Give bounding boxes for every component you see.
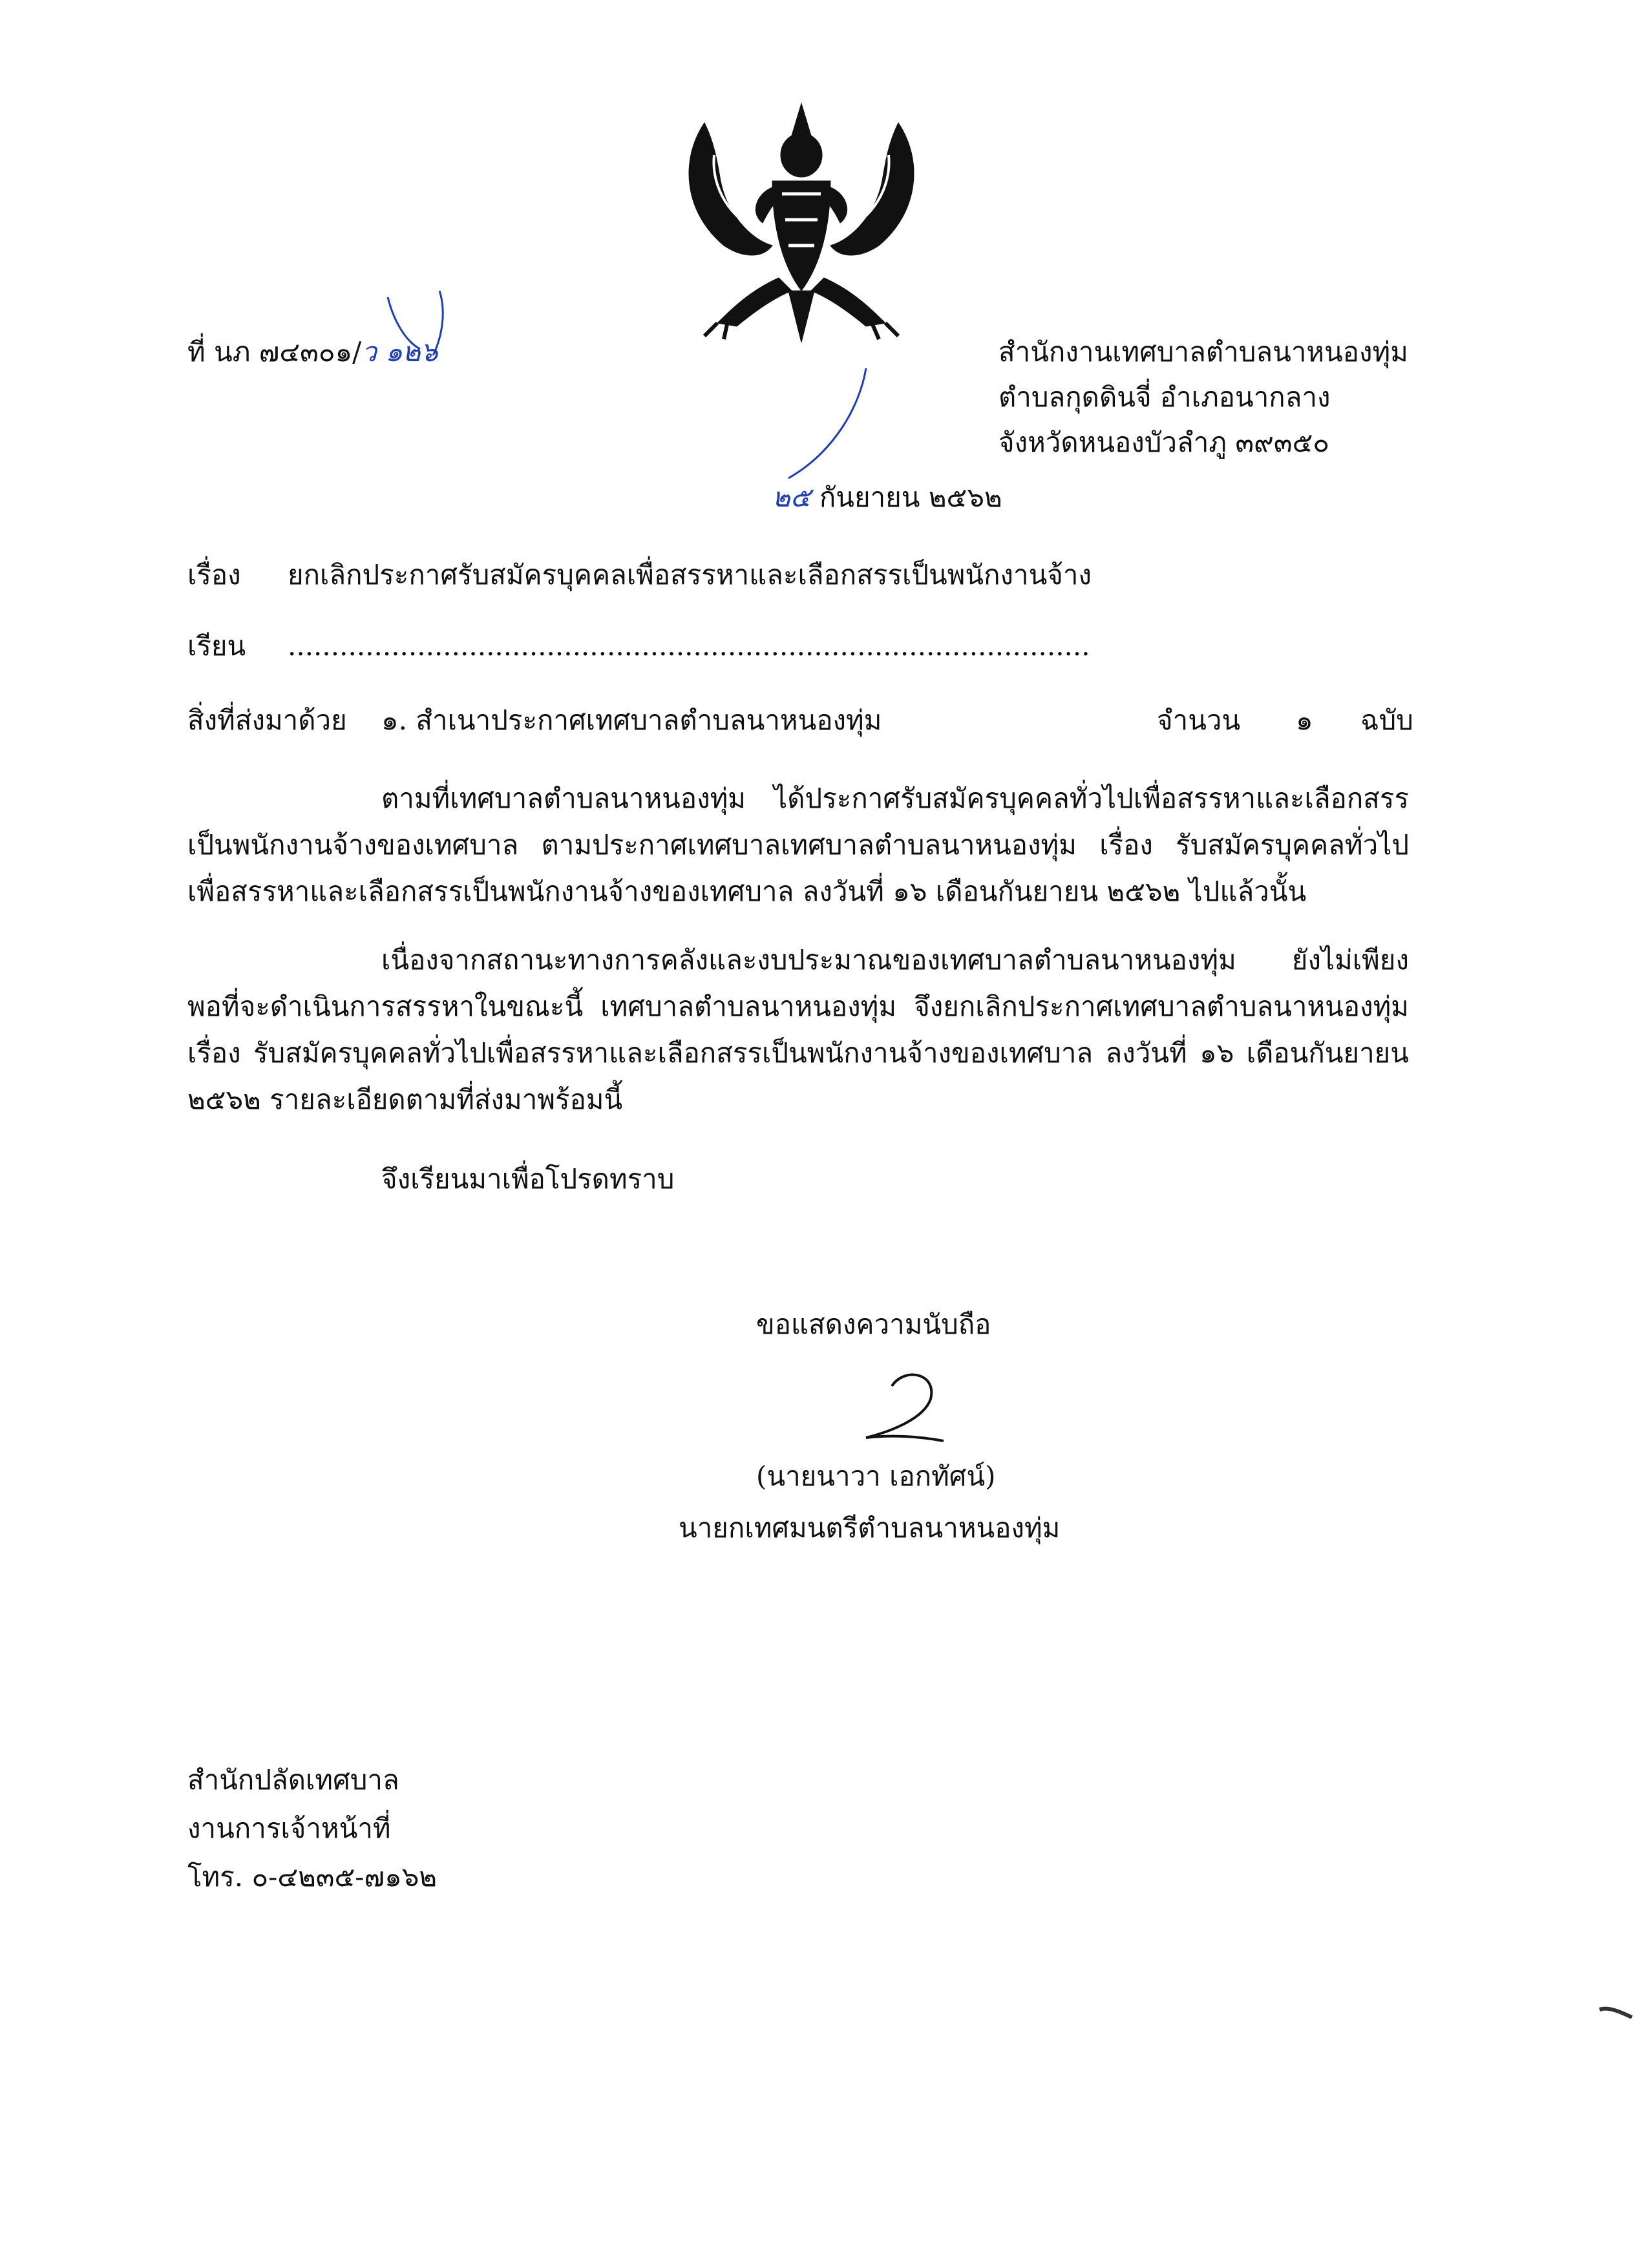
enclosure-label: สิ่งที่ส่งมาด้วย [187,704,347,736]
margin-mark-icon [1596,2003,1635,2022]
reference-handwritten: ว ๑๒๖ [361,336,438,368]
subject-label: เรื่อง [187,559,241,591]
body-paragraph-2: เนื่องจากสถานะทางการคลังและงบประมาณของเทศบาลตำบลนาหนองทุ่ม ยังไม่เพียงพอที่จะดำเนินการสรรหาในขณะนี้ เทศบาลตำบลนาหนองทุ่ม จึงยกเลิกประกาศเทศบาลตำบลนาหนองทุ่ม เรื่อง รับสมัครบุคคลทั่วไปเพื่อสรรหาและเลือกสรรเป็นพนักงานจ้างของเทศบาล ลงวันที่ ๑๖ เดือนกันยายน ๒๕๖๒ รายละเอียดตามที่ส่งมาพร้อมนี้ [187,944,1409,1115]
footer-phone: โทร. ๐-๔๒๓๕-๗๑๖๒ [187,1861,438,1893]
subject-text: ยกเลิกประกาศรับสมัครบุคคลเพื่อสรรหาและเลือกสรรเป็นพนักงานจ้าง [288,559,1092,591]
enclosure-unit: ฉบับ [1360,704,1413,736]
enclosure-qty-label: จำนวน [1157,704,1241,736]
footer-department: สำนักปลัดเทศบาล [187,1764,399,1796]
signer-name: (นายนาวา เอกทัศน์) [756,1460,996,1492]
reference-prefix: ที่ นภ ๗๔๓๐๑/ [187,336,362,368]
signer-position: นายกเทศมนตรีตำบลนาหนองทุ่ม [679,1512,1061,1544]
recipient-dots: ............................................................................................. [288,630,1090,662]
letter-date [772,481,1002,514]
footer-section: งานการเจ้าหน้าที่ [187,1812,391,1844]
regards-text: ขอแสดงความนับถือ [756,1308,991,1340]
signature-icon [853,1360,950,1451]
closing-line: จึงเรียนมาเพื่อโปรดทราบ [381,1163,675,1195]
date-handwritten: ๒๕ [772,481,811,513]
office-line-2: ตำบลกุดดินจี่ อำเภอนากลาง [998,381,1331,413]
recipient-label: เรียน [187,630,246,662]
office-line-1: สำนักงานเทศบาลตำบลนาหนองทุ่ม [998,336,1408,368]
garuda-emblem-icon [666,97,937,368]
body-paragraph-1: ตามที่เทศบาลตำบลนาหนองทุ่ม ได้ประกาศรับสมัครบุคคลทั่วไปเพื่อสรรหาและเลือกสรรเป็นพนักงานจ้างของเทศบาล ตามประกาศเทศบาลเทศบาลตำบลนาหนองทุ่ม เรื่อง รับสมัครบุคคลทั่วไปเพื่อสรรหาและเลือกสรรเป็นพนักงานจ้างของเทศบาล ลงวันที่ ๑๖ เดือนกันยายน ๒๕๖๒ ไปแล้วนั้น [187,782,1409,907]
office-line-3: จังหวัดหนองบัวลำภู ๓๙๓๕๐ [998,426,1329,458]
handwritten-date-stroke [763,362,892,491]
enclosure-item: ๑. สำเนาประกาศเทศบาลตำบลนาหนองทุ่ม [381,704,882,736]
handwritten-stroke [381,284,485,362]
enclosure-qty: ๑ [1296,704,1313,736]
date-text: กันยายน ๒๕๖๒ [819,481,1002,513]
